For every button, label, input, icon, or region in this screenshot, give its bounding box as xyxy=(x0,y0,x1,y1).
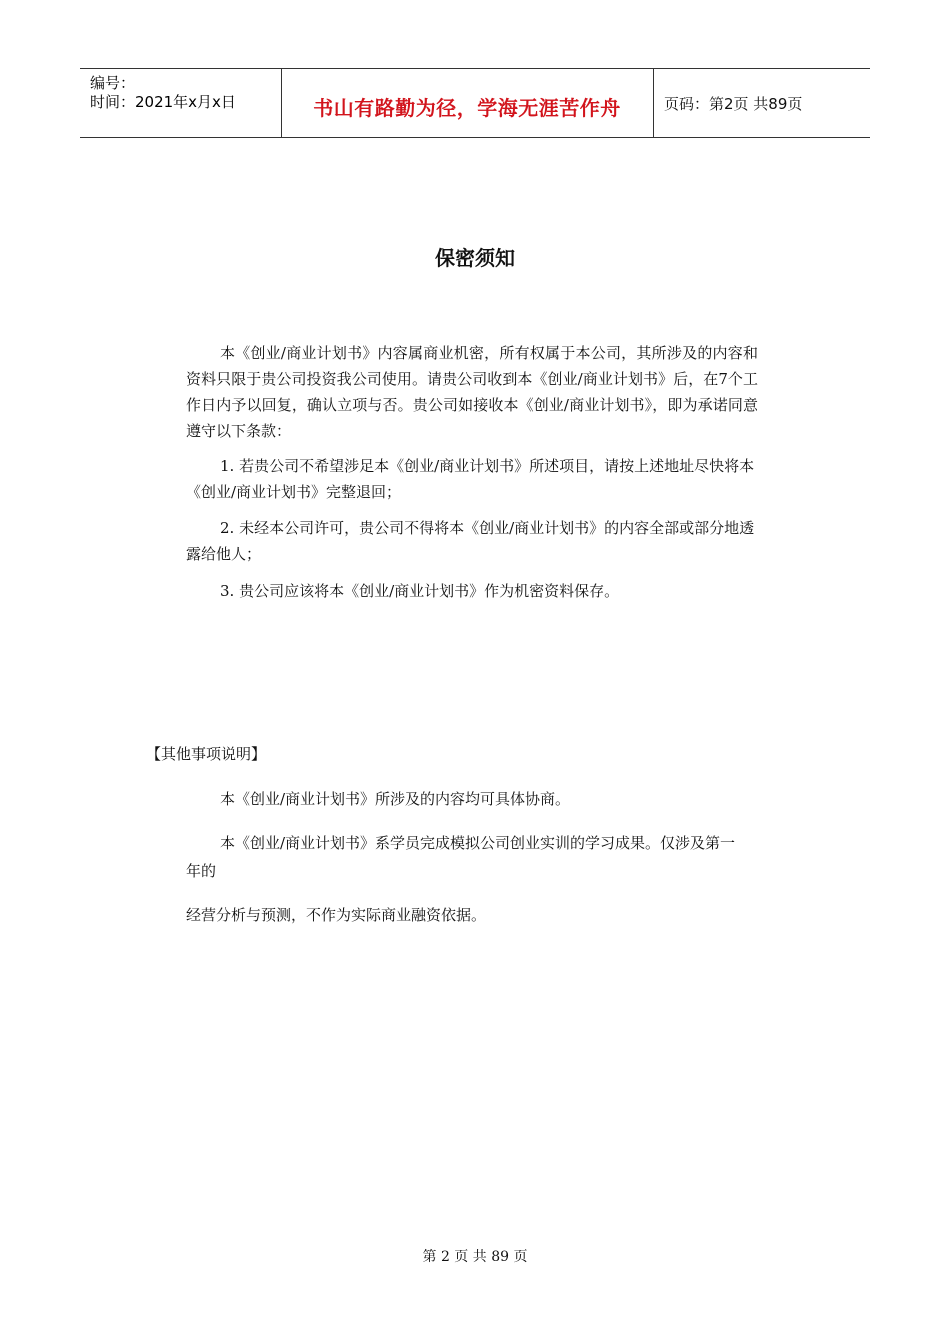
header-page-info: 页码：第2页 共89页 xyxy=(664,95,803,113)
clause-1: 1. 若贵公司不希望涉足本《创业/商业计划书》所述项目，请按上述地址尽快将本《创业/商业计划书》完整退回； xyxy=(186,457,755,501)
header-meta-cell xyxy=(80,69,282,137)
other-notes-heading: 【其他事项说明】 xyxy=(146,745,267,763)
other-note-1: 本《创业/商业计划书》所涉及的内容均可具体协商。 xyxy=(220,790,571,808)
document-number-label: 编号： xyxy=(90,74,136,92)
header-motto-cell xyxy=(281,69,654,137)
other-note-3: 经营分析与预测，不作为实际商业融资依据。 xyxy=(186,906,487,924)
clause-2: 2. 未经本公司许可，贵公司不得将本《创业/商业计划书》的内容全部或部分地透露给他人； xyxy=(186,519,755,563)
document-date-label: 时间：2021年x月x日 xyxy=(90,93,236,111)
other-note-2: 本《创业/商业计划书》系学员完成模拟公司创业实训的学习成果。仅涉及第一 xyxy=(220,834,736,852)
page-title: 保密须知 xyxy=(435,246,515,270)
clause-3: 3. 贵公司应该将本《创业/商业计划书》作为机密资料保存。 xyxy=(220,582,620,600)
header-motto: 书山有路勤为径，学海无涯苦作舟 xyxy=(313,96,621,120)
header-page-cell xyxy=(654,69,870,137)
page-footer: 第 2 页 共 89 页 xyxy=(422,1249,528,1265)
other-note-2-continued: 年的 xyxy=(186,862,217,880)
document-header xyxy=(80,68,870,138)
confidentiality-intro: 本《创业/商业计划书》内容属商业机密，所有权属于本公司，其所涉及的内容和资料只限于贵公司投资我公司使用。请贵公司收到本《创业/商业计划书》后，在7个工作日内予以回复，确认立项与否。贵公司如接收本《创业/商业计划书》，即为承诺同意遵守以下条款： xyxy=(186,344,758,440)
